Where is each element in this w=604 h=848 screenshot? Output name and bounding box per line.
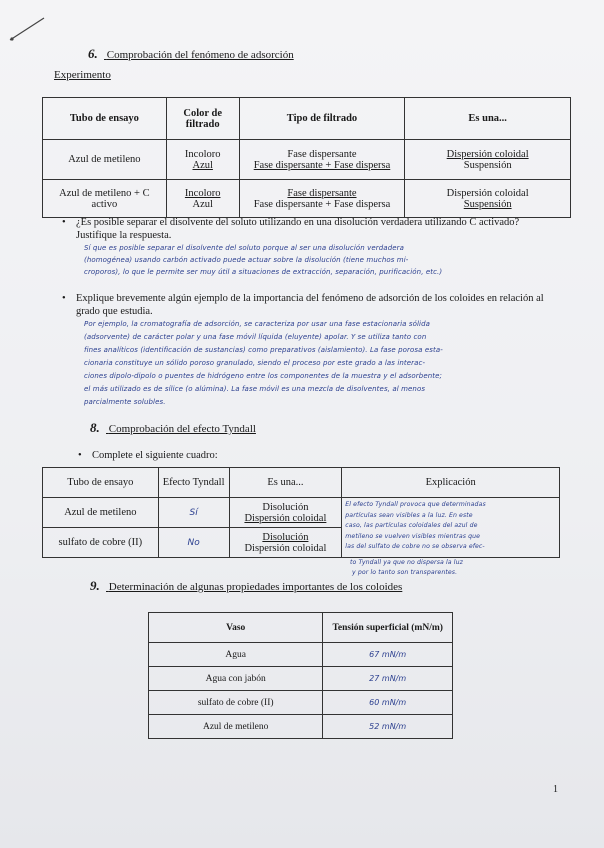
header-tension: Tensión superficial (mN/m) (323, 613, 453, 643)
answer-2-line: parcialmente solubles. (84, 398, 166, 406)
experiment-label: Experimento (54, 69, 111, 81)
explanation-overflow-line: y por lo tanto son transparentes. (352, 569, 458, 576)
table-row: Azul de metileno Incoloro Azul Fase dispersante Fase dispersante + Fase dispersa Dispersión coloidal Suspensión (43, 140, 571, 180)
header-tyndall: Efecto Tyndall (158, 468, 229, 498)
table-row: Azul de metileno Sí Disolución Dispersión coloidal El efecto Tyndall provoca que determinadas partículas sean visibles a la luz. En este caso, las partículas coloidales del azul de metileno se vuelven visibles mientras que las del sulfato de cobre no se observa efec- (43, 498, 560, 528)
section-1-title: 6. Comprobación del fenómeno de adsorción (88, 46, 294, 61)
header-color: Color de filtrado (166, 98, 239, 140)
surface-tension-table (148, 612, 453, 739)
question-1: • ¿Es posible separar el disolvente del soluto utilizando en una disolución verdadera utilizando C activado? Justifique la respuesta. (62, 217, 520, 241)
table-row: Agua 67 mN/m (149, 643, 453, 667)
adsorption-table (42, 97, 571, 218)
header-tipo: Tipo de filtrado (239, 98, 405, 140)
header-vaso: Vaso (149, 613, 323, 643)
answer-1-line: Sí que es posible separar el disolvente del soluto porque al ser una disolución verdadera (84, 244, 405, 252)
table-row: Agua con jabón 27 mN/m (149, 667, 453, 691)
answer-1-line: (homogénea) usando carbón activado puede actuar sobre la disolución (tiene muchos mi- (84, 256, 409, 264)
answer-2-line: (adsorvente) de carácter polar y una fase móvil líquida (eluyente) apolar. Y se utiliza tanto con (84, 333, 427, 341)
header-es-una: Es una... (405, 98, 571, 140)
answer-2-line: ciones dipolo-dipolo o puentes de hidrógeno entre los componentes de la muestra y el adsorbente; (84, 372, 442, 380)
answer-2-line: fines analíticos (identificación de sustancias) como preparativos (aislamiento). La fase porosa esta- (84, 346, 443, 354)
explanation-cell: El efecto Tyndall provoca que determinadas partículas sean visibles a la luz. En este caso, las partículas coloidales del azul de metileno se vuelven visibles mientras que las del sulfato de cobre no se observa efec- (342, 498, 560, 558)
page-number: 1 (553, 784, 558, 795)
section-2-number: 8. (90, 420, 100, 435)
pen-mark-icon (8, 14, 48, 44)
section-3-number: 9. (90, 578, 100, 593)
answer-2-line: cionaria constituye un sólido poroso granulado, siendo el proceso por este grado a las interac- (84, 359, 426, 367)
answer-1-line: croporos), lo que le permite ser muy útil a situaciones de extracción, separación, purificación, etc.) (84, 268, 443, 276)
table-row: sulfato de cobre (II) No Disolución Dispersión coloidal (43, 528, 560, 558)
section-2-title: 8. Comprobación del efecto Tyndall (90, 420, 256, 435)
section-1-number: 6. (88, 46, 98, 61)
answer-2-line: Por ejemplo, la cromatografía de adsorción, se caracteriza por usar una fase estacionaria sólida (84, 320, 431, 328)
complete-prompt: • Complete el siguiente cuadro: (78, 450, 218, 461)
table-row: Azul de metileno + C activo Incoloro Azul Fase dispersante Fase dispersante + Fase dispersa Dispersión coloidal Suspensión (43, 180, 571, 218)
header-tubo-2: Tubo de ensayo (43, 468, 159, 498)
header-tubo: Tubo de ensayo (43, 98, 167, 140)
tyndall-table (42, 467, 560, 558)
table-row: Azul de metileno 52 mN/m (149, 715, 453, 739)
table-row: sulfato de cobre (II) 60 mN/m (149, 691, 453, 715)
question-2: • Explique brevemente algún ejemplo de la importancia del fenómeno de adsorción de los coloides en relación al grado que estudia. (62, 293, 544, 317)
answer-2-line: el más utilizado es de sílice (o alúmina). La fase móvil es una mezcla de disolventes, al menos (84, 385, 426, 393)
section-3-title: 9. Determinación de algunas propiedades importantes de los coloides (90, 578, 403, 593)
header-explicacion: Explicación (342, 468, 560, 498)
explanation-overflow-line: to Tyndall ya que no dispersa la luz (350, 559, 463, 566)
header-es-una-2: Es una... (229, 468, 342, 498)
